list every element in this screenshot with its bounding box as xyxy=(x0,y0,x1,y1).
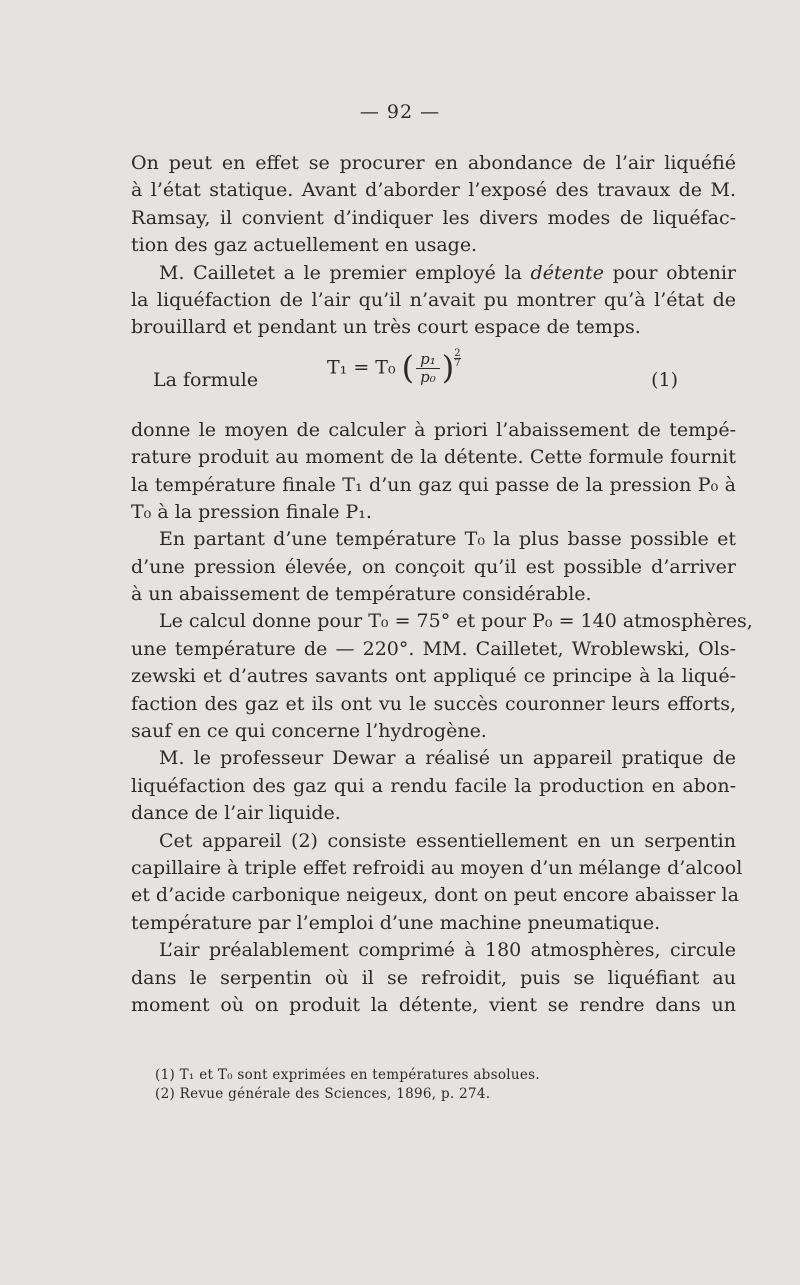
text-line: une température de — 220°. MM. Cailletet, Wroblewski, Ols- xyxy=(131,637,736,660)
formula xyxy=(131,345,736,417)
text-line: température par l’emploi d’une machine pneumatique. xyxy=(131,911,661,934)
open-paren-glyph: ( xyxy=(401,348,415,387)
text-line: tion des gaz actuellement en usage. xyxy=(131,234,478,257)
text-line: On peut en effet se procurer en abondance de l’air liquéfié xyxy=(131,152,736,174)
text-line: dance de l’air liquide. xyxy=(131,802,341,825)
text-line: faction des gaz et ils ont vu le succès couronner leurs efforts, xyxy=(131,692,736,715)
text-line: Cet appareil (2) consiste essentiellement en un serpentin xyxy=(159,829,736,852)
text-line: à un abaissement de température considérable. xyxy=(131,583,592,606)
text-line: donne le moyen de calculer à priori l’abaissement de tempé- xyxy=(131,418,736,441)
formula-fraction xyxy=(416,351,440,386)
text-line: d’une pression élevée, on conçoit qu’il est possible d’arriver xyxy=(131,555,736,578)
text-line: à l’état statique. Avant d’aborder l’exposé des travaux de M. xyxy=(131,179,736,202)
text-line: dans le serpentin où il se refroidit, puis se liquéfiant au xyxy=(131,966,736,989)
text-line: En partant d’une température T₀ la plus basse possible et xyxy=(159,528,736,551)
text-line: M. Cailletet a le premier employé la détente pour obtenir xyxy=(159,261,736,284)
text-line: M. le professeur Dewar a réalisé un appareil pratique de xyxy=(159,747,736,770)
text-line: la liquéfaction de l’air qu’il n’avait pu montrer qu’à l’état de xyxy=(131,288,736,311)
text-line: la température finale T₁ d’un gaz qui passe de la pression P₀ à xyxy=(131,473,736,496)
text-line: liquéfaction des gaz qui a rendu facile la production en abon- xyxy=(131,774,736,797)
exponent-denominator: 7 xyxy=(454,357,461,369)
text-line: et d’acide carbonique neigeux, dont on peut encore abaisser la xyxy=(131,884,739,907)
formula-denominator: p₀ xyxy=(420,367,436,386)
formula-numerator: p₁ xyxy=(416,351,440,369)
formula-lhs: T₁ = T₀ xyxy=(327,356,396,379)
close-paren-glyph: ) xyxy=(441,348,455,387)
footnote-2: (2) Revue générale des Sciences, 1896, p. 274. xyxy=(155,1086,491,1102)
formula-exponent xyxy=(454,349,460,368)
text-line: Le calcul donne pour T₀ = 75° et pour P₀ = 140 atmosphères, xyxy=(159,610,753,633)
formula-label: La formule xyxy=(153,368,259,391)
footnote-1: (1) T₁ et T₀ sont exprimées en températures absolues. xyxy=(155,1067,540,1083)
text-line: moment où on produit la détente, vient se rendre dans un xyxy=(131,993,736,1016)
text-line: capillaire à triple effet refroidi au moyen d’un mélange d’alcool xyxy=(131,856,743,879)
text-line: Ramsay, il convient d’indiquer les divers modes de liquéfac- xyxy=(131,206,736,229)
page-number: — 92 — xyxy=(359,101,441,123)
text-line: L’air préalablement comprimé à 180 atmosphères, circule xyxy=(159,939,736,962)
text-line: rature produit au moment de la détente. Cette formule fournit xyxy=(131,446,736,469)
text-line: zewski et d’autres savants ont appliqué ce principe à la liqué- xyxy=(131,665,736,688)
footnotes xyxy=(155,1066,655,1104)
text-line: brouillard et pendant un très court espace de temps. xyxy=(131,316,641,339)
exponent-numerator: 2 xyxy=(454,347,461,359)
text-line: sauf en ce qui concerne l’hydrogène. xyxy=(131,720,487,743)
text-line: T₀ à la pression finale P₁. xyxy=(131,500,372,523)
formula-expression xyxy=(327,349,461,386)
formula-number: (1) xyxy=(651,368,678,391)
body-text xyxy=(131,150,753,1019)
